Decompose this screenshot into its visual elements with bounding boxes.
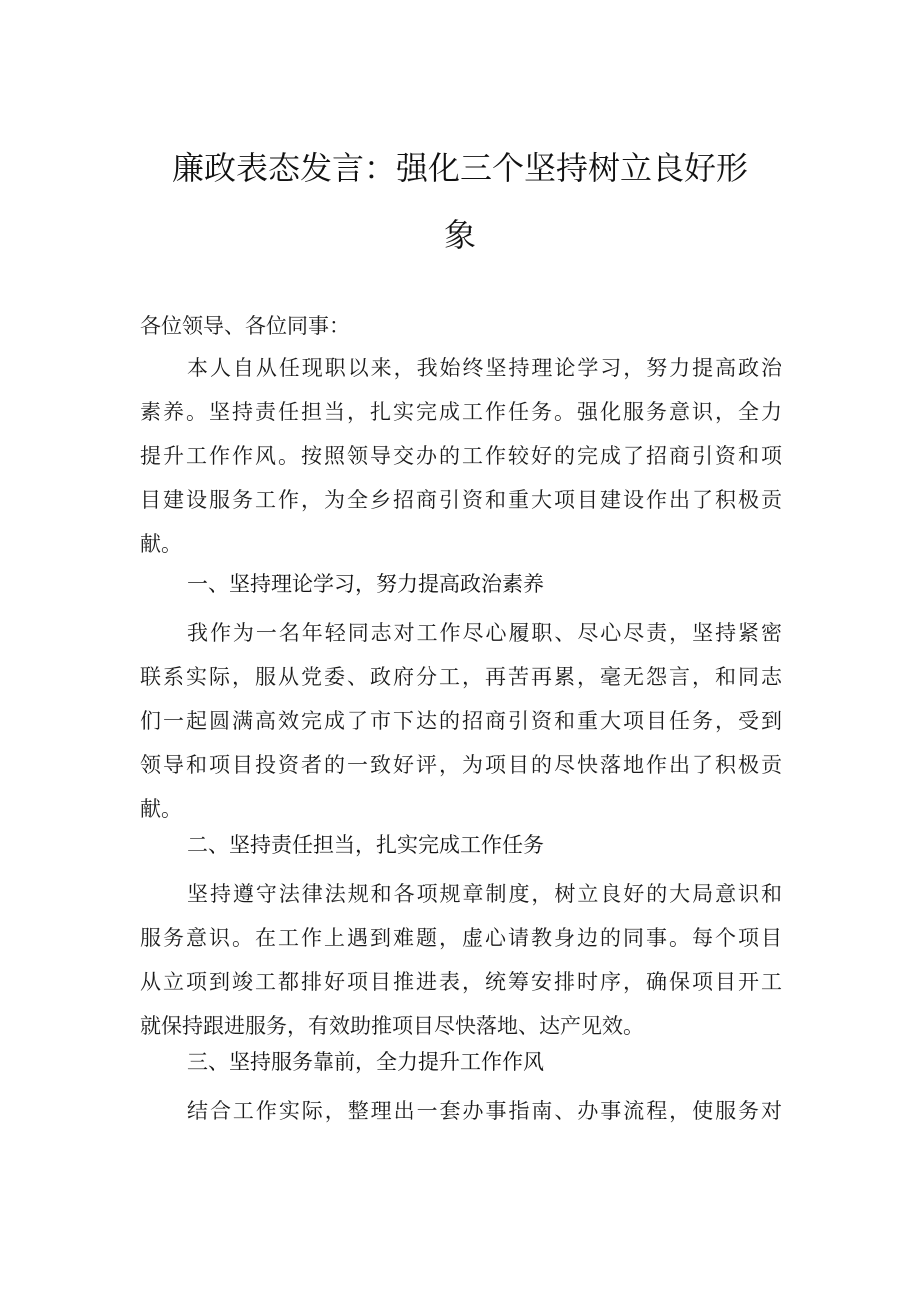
paragraph-line: 献。	[140, 532, 182, 556]
paragraph-line: 我作为一名年轻同志对工作尽心履职、尽心尽责，坚持紧密	[187, 621, 782, 645]
section-paragraph-3	[140, 1089, 782, 1133]
paragraph-line: 本人自从任现职以来，我始终坚持理论学习，努力提高政治	[187, 356, 782, 380]
paragraph-line: 们一起圆满高效完成了市下达的招商引资和重大项目任务，受到	[140, 709, 782, 733]
section-paragraph-1	[140, 611, 782, 831]
section-heading-1: 一、坚持理论学习，努力提高政治素养	[187, 572, 544, 596]
section-paragraph-2	[140, 872, 782, 1048]
paragraph-line: 提升工作作风。按照领导交办的工作较好的完成了招商引资和项	[140, 444, 782, 468]
paragraph-line: 结合工作实际，整理出一套办事指南、办事流程，使服务对	[187, 1099, 782, 1123]
paragraph-line: 从立项到竣工都排好项目推进表，统筹安排时序，确保项目开工	[140, 970, 782, 994]
paragraph-line: 就保持跟进服务，有效助推项目尽快落地、达产见效。	[140, 1014, 644, 1038]
paragraph-line: 献。	[140, 797, 182, 821]
document-title-line-1: 廉政表态发言：强化三个坚持树立良好形	[171, 149, 748, 187]
section-heading-2: 二、坚持责任担当，扎实完成工作任务	[187, 833, 544, 857]
paragraph-line: 坚持遵守法律法规和各项规章制度，树立良好的大局意识和	[187, 882, 782, 906]
paragraph-line: 服务意识。在工作上遇到难题，虚心请教身边的同事。每个项目	[140, 926, 782, 950]
section-heading-3: 三、坚持服务靠前，全力提升工作作风	[187, 1050, 544, 1074]
document-title-line-2: 象	[443, 216, 476, 254]
paragraph-line: 目建设服务工作，为全乡招商引资和重大项目建设作出了积极贡	[140, 488, 782, 512]
paragraph-line: 领导和项目投资者的一致好评，为项目的尽快落地作出了积极贡	[140, 753, 782, 777]
paragraph-line: 联系实际，服从党委、政府分工，再苦再累，毫无怨言，和同志	[140, 665, 782, 689]
intro-paragraph	[140, 346, 782, 566]
salutation: 各位领导、各位同事：	[140, 314, 350, 338]
paragraph-line: 素养。坚持责任担当，扎实完成工作任务。强化服务意识，全力	[140, 400, 782, 424]
